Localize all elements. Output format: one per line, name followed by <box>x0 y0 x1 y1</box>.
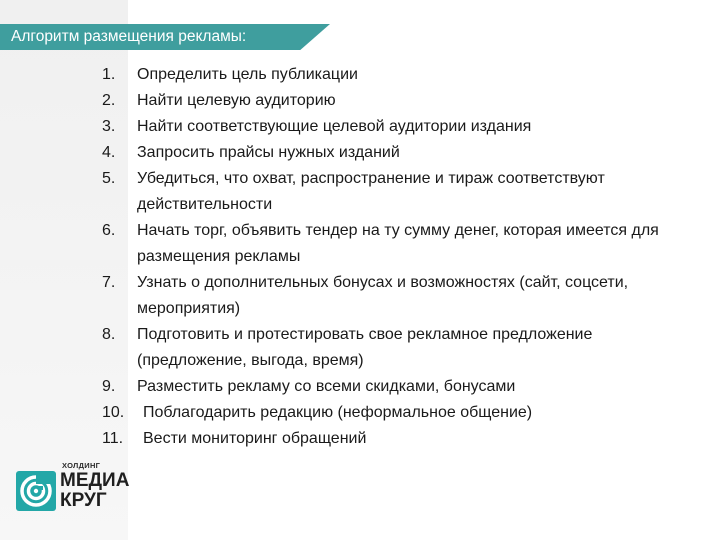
list-item <box>102 88 702 114</box>
list-item <box>102 270 702 322</box>
algorithm-steps-list <box>102 62 702 452</box>
list-item <box>102 114 702 140</box>
step-number: 4. <box>102 144 116 161</box>
step-text: Найти соответствующие целевой аудитории издания <box>137 118 532 135</box>
logo-holding-text: ХОЛДИНГ <box>62 461 101 470</box>
step-text: Найти целевую аудиторию <box>137 92 336 109</box>
list-item <box>102 426 702 452</box>
step-number: 5. <box>102 170 116 187</box>
media-krug-logo <box>16 460 128 520</box>
list-item <box>102 166 702 218</box>
step-number: 7. <box>102 274 116 291</box>
step-number: 9. <box>102 378 116 395</box>
step-number: 1. <box>102 66 116 83</box>
logo-krug-text: КРУГ <box>60 490 107 511</box>
spiral-logo-icon <box>16 471 56 511</box>
step-text: Убедиться, что охват, распространение и тираж соответствуют действительности <box>137 170 605 213</box>
step-number: 8. <box>102 326 116 343</box>
step-text: Поблагодарить редакцию (неформальное общение) <box>143 404 533 421</box>
list-item <box>102 400 702 426</box>
step-number: 11. <box>102 430 124 447</box>
step-number: 2. <box>102 92 116 109</box>
step-number: 10. <box>102 404 125 421</box>
slide-title: Алгоритм размещения рекламы: <box>11 28 247 45</box>
step-text: Начать торг, объявить тендер на ту сумму денег, которая имеется для размещения рекламы <box>137 222 659 265</box>
step-number: 3. <box>102 118 116 135</box>
list-item <box>102 140 702 166</box>
logo-media-text: МЕДИА <box>60 470 130 491</box>
list-item <box>102 218 702 270</box>
list-item <box>102 322 702 374</box>
step-number: 6. <box>102 222 116 239</box>
list-item <box>102 374 702 400</box>
step-text: Определить цель публикации <box>137 66 358 83</box>
step-text: Запросить прайсы нужных изданий <box>137 144 400 161</box>
step-text: Разместить рекламу со всеми скидками, бонусами <box>137 378 516 395</box>
list-item <box>102 62 702 88</box>
step-text: Узнать о дополнительных бонусах и возможностях (сайт, соцсети, мероприятия) <box>137 274 629 317</box>
step-text: Вести мониторинг обращений <box>143 430 367 447</box>
step-text: Подготовить и протестировать свое рекламное предложение (предложение, выгода, время) <box>137 326 593 369</box>
